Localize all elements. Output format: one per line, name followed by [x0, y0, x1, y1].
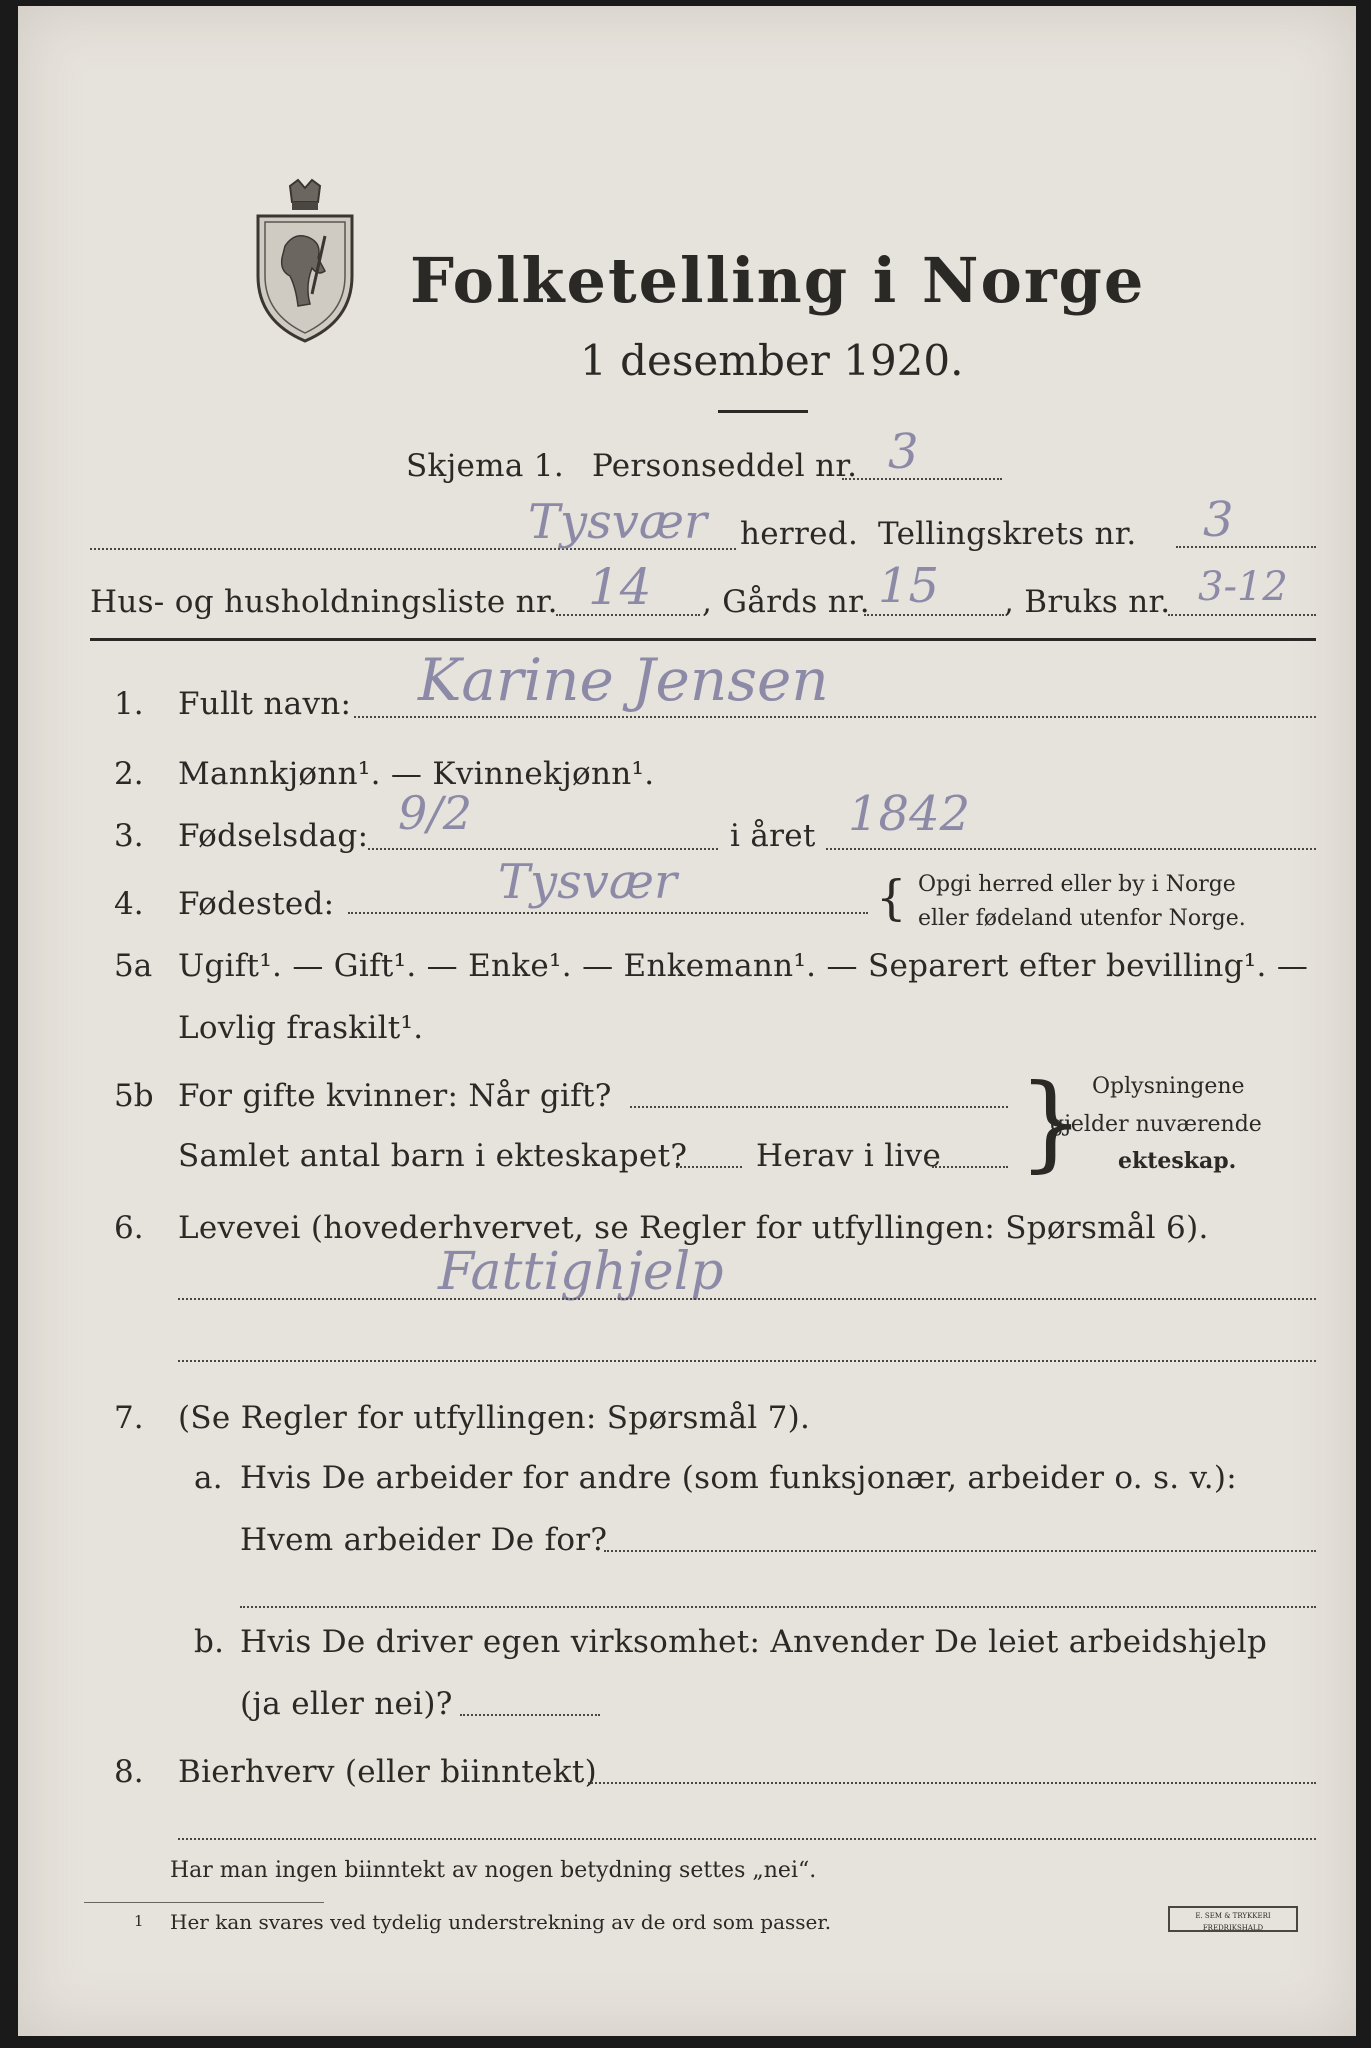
q6-line2 [178, 1360, 1316, 1362]
q3-line [368, 848, 718, 850]
q3-year-line [826, 848, 1316, 850]
q5b-number: 5b [114, 1078, 154, 1114]
personseddel-value[interactable]: 3 [888, 424, 919, 480]
q2-number: 2. [114, 756, 144, 792]
q5b-note2: gjelder nuværende [1050, 1112, 1262, 1137]
footnote-text: Her kan svares ved tydelig understrekning av de ord som passer. [170, 1910, 832, 1934]
birth-year-value[interactable]: 1842 [848, 786, 971, 842]
hus-label: Hus- og husholdningsliste nr. [90, 584, 558, 620]
q3-number: 3. [114, 818, 144, 854]
skjema-label: Skjema 1. [406, 448, 564, 484]
q4-note-line1: Opgi herred eller by i Norge [918, 872, 1236, 897]
q7-number: 7. [114, 1400, 144, 1436]
personseddel-line [842, 478, 1002, 480]
q7a-number: a. [194, 1460, 223, 1496]
q7b-line2: (ja eller nei)? [240, 1686, 453, 1722]
q4-line [348, 912, 868, 914]
footnote-rule [84, 1902, 324, 1903]
footnote-number: 1 [134, 1912, 144, 1930]
q4-label: Fødested: [178, 886, 335, 922]
married-date-line [630, 1106, 1008, 1108]
children-line [676, 1166, 742, 1168]
title-divider [718, 410, 808, 413]
q1-number: 1. [114, 686, 144, 722]
herred-value[interactable]: Tysvær [528, 494, 707, 550]
employer-line [604, 1550, 1316, 1552]
q4-note-line2: eller fødeland utenfor Norge. [918, 906, 1246, 931]
q7-label: (Se Regler for utfyllingen: Spørsmål 7). [178, 1400, 811, 1436]
q6-number: 6. [114, 1210, 144, 1246]
q8-number: 8. [114, 1754, 144, 1790]
hired-help-line [460, 1714, 600, 1716]
birthplace-value[interactable]: Tysvær [498, 854, 677, 910]
tellingskrets-value[interactable]: 3 [1203, 492, 1234, 548]
form-date: 1 desember 1920. [580, 336, 964, 385]
tellingskrets-label: Tellingskrets nr. [878, 516, 1137, 552]
side-income-line2 [178, 1838, 1316, 1840]
coat-of-arms-icon [250, 176, 360, 346]
sex-options[interactable]: Mannkjønn¹. — Kvinnekjønn¹. [178, 756, 655, 792]
full-name-value[interactable]: Karine Jensen [418, 646, 829, 714]
form-title: Folketelling i Norge [410, 244, 1146, 317]
q1-line [354, 716, 1316, 718]
q5a-number: 5a [114, 948, 153, 984]
q6-label: Levevei (hovederhvervet, se Regler for utfyllingen: Spørsmål 6). [178, 1210, 1209, 1246]
marital-status-options[interactable]: Ugift¹. — Gift¹. — Enke¹. — Enkemann¹. — Separert efter bevilling¹. — [178, 948, 1309, 984]
q7b-number: b. [194, 1624, 225, 1660]
bruks-value[interactable]: 3-12 [1198, 564, 1288, 610]
q4-brace: { [876, 870, 907, 926]
tellingskrets-line [1176, 546, 1316, 548]
q3-label: Fødselsdag: [178, 818, 369, 854]
q7a-line1: Hvis De arbeider for andre (som funksjonær, arbeider o. s. v.): [240, 1460, 1238, 1496]
census-form [18, 6, 1356, 2036]
header-rule [90, 638, 1316, 641]
side-income-line [588, 1782, 1316, 1784]
personseddel-label: Personseddel nr. [592, 448, 858, 484]
alive-line [932, 1166, 1008, 1168]
gards-line [864, 614, 1004, 616]
marital-status-options-cont[interactable]: Lovlig fraskilt¹. [178, 1010, 424, 1046]
birthday-value[interactable]: 9/2 [398, 786, 473, 840]
q5b-line2: Samlet antal barn i ekteskapet? [178, 1138, 688, 1174]
q7b-line1: Hvis De driver egen virksomhet: Anvender De leiet arbeidshjelp [240, 1624, 1268, 1660]
gards-label: , Gårds nr. [702, 584, 870, 620]
q5b-brace: } [1018, 1061, 1085, 1183]
q5b-note3: ekteskap. [1118, 1148, 1237, 1174]
q5b-line1: For gifte kvinner: Når gift? [178, 1078, 612, 1114]
footer-note: Har man ingen biinntekt av nogen betydning settes „nei“. [170, 1858, 817, 1883]
q5b-note1: Oplysningene [1092, 1074, 1245, 1099]
occupation-value[interactable]: Fattighjelp [438, 1242, 724, 1302]
employer-line2 [240, 1606, 1316, 1608]
q7a-line2: Hvem arbeider De for? [240, 1522, 608, 1558]
q1-label: Fullt navn: [178, 686, 352, 722]
q5b-herav: Herav i live [756, 1138, 942, 1174]
q6-line1 [178, 1298, 1316, 1300]
q4-number: 4. [114, 886, 144, 922]
bruks-line [1168, 614, 1316, 616]
q3-year-label: i året [730, 818, 816, 854]
q8-label: Bierhverv (eller biinntekt) [178, 1754, 598, 1790]
printer-stamp: E. SEM & TRYKKERI FREDRIKSHALD [1168, 1906, 1298, 1932]
hus-value[interactable]: 14 [588, 558, 652, 616]
herred-label: herred. [740, 516, 859, 552]
gards-value[interactable]: 15 [878, 558, 940, 614]
bruks-label: , Bruks nr. [1004, 584, 1171, 620]
